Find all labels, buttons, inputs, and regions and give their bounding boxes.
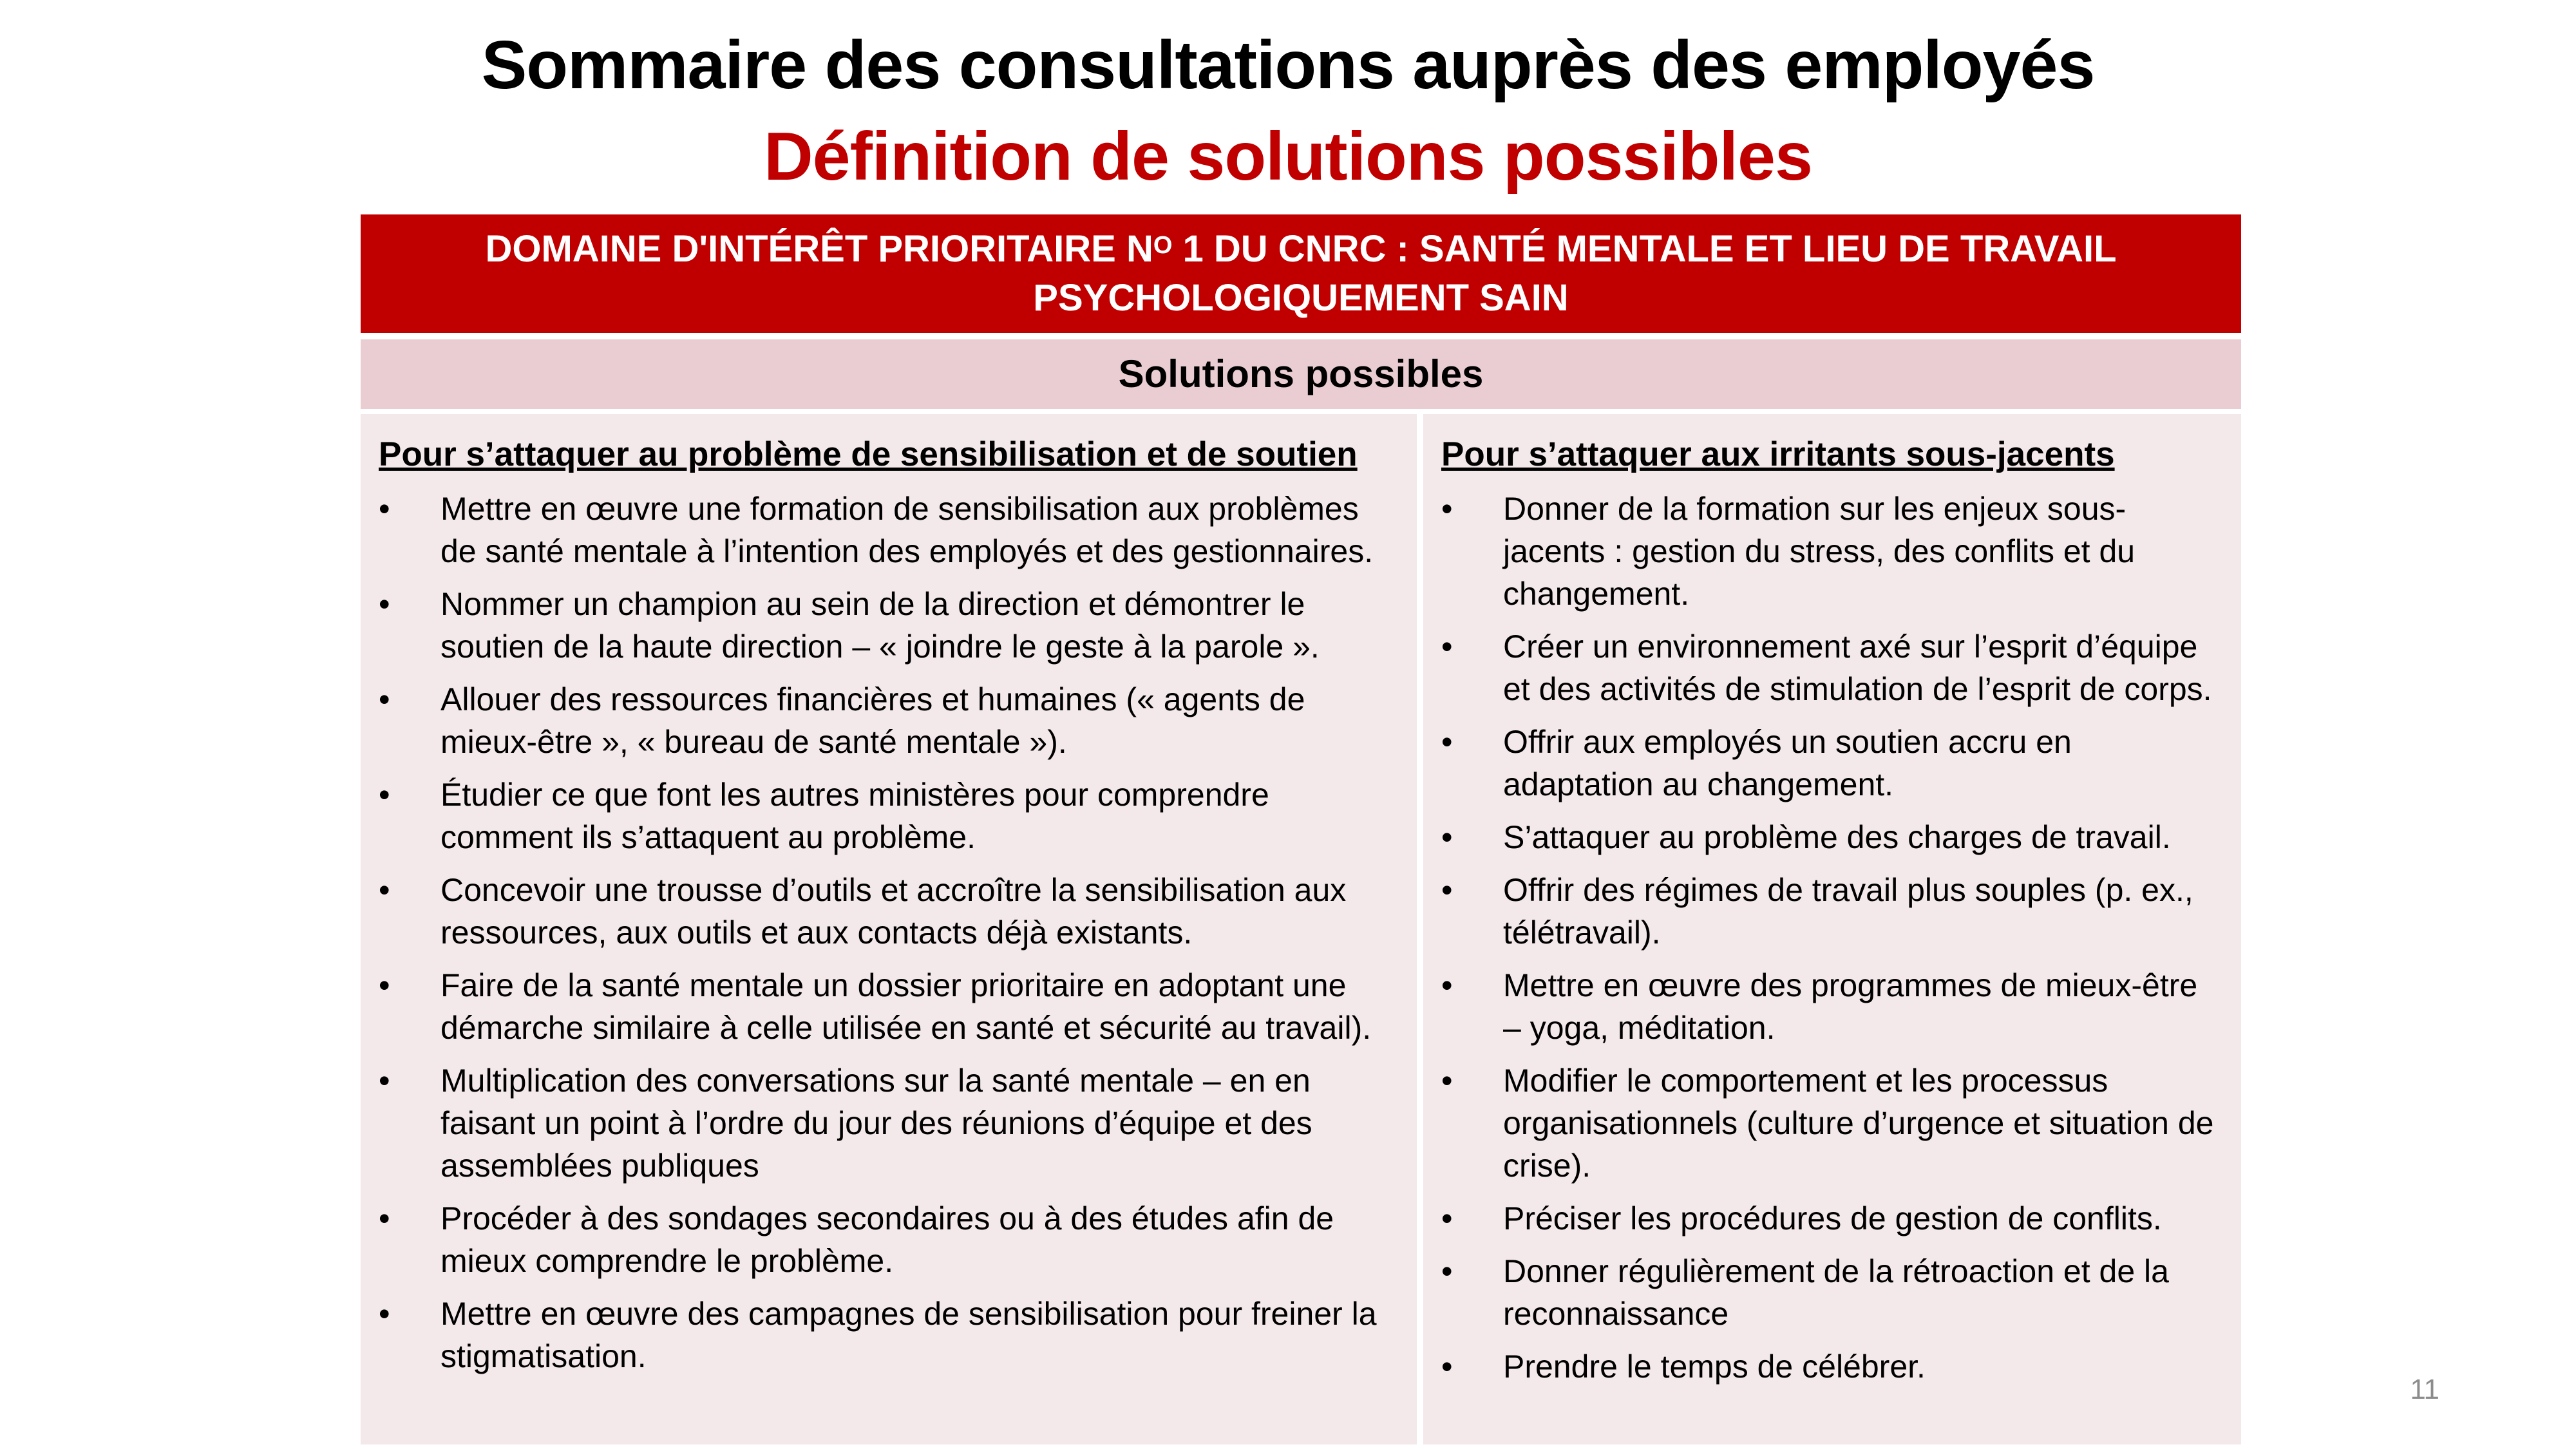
table-header-text-b: 1 DU CNRC : SANTÉ MENTALE ET LIEU DE TRAVAIL: [1172, 228, 2117, 270]
right-item: [1441, 1197, 2223, 1240]
right-item-text: Offrir aux employés un soutien accru en adaptation au changement.: [1503, 724, 2072, 802]
right-item-text: Donner de la formation sur les enjeux sous-jacents : gestion du stress, des conflits et du changement.: [1503, 491, 2136, 612]
left-item: [379, 1293, 1399, 1378]
right-item-text: Offrir des régimes de travail plus souples (p. ex., télétravail).: [1503, 872, 2193, 951]
left-column-cell: [361, 414, 1417, 1444]
bullet-icon: •: [1441, 1063, 1453, 1099]
table-subheader: Solutions possibles: [361, 339, 2241, 409]
left-item-text: Allouer des ressources financières et humaines (« agents de mieux-être », « bureau de santé mentale »).: [440, 681, 1305, 760]
table-header-superscript: O: [1153, 232, 1173, 259]
right-column-heading: Pour s’attaquer aux irritants sous-jacents: [1441, 435, 2115, 473]
bullet-icon: •: [379, 1200, 390, 1236]
slide-subtitle: Définition de solutions possibles: [764, 118, 1812, 194]
left-item: [379, 1197, 1399, 1282]
left-item-text: Mettre en œuvre une formation de sensibilisation aux problèmes de santé mentale à l’intention des employés et des gestionnaires.: [440, 491, 1374, 569]
left-item: [379, 1059, 1399, 1187]
table-header-priority-domain: [361, 214, 2241, 333]
bullet-icon: •: [1441, 1349, 1453, 1385]
right-column-cell: [1423, 414, 2241, 1444]
table-header-text-a: DOMAINE D'INTÉRÊT PRIORITAIRE N: [485, 228, 1153, 270]
right-column-list: [1441, 488, 2223, 1388]
right-item: [1441, 1059, 2223, 1187]
right-item: [1441, 488, 2223, 615]
bullet-icon: •: [1441, 1253, 1453, 1289]
table-header-line2: PSYCHOLOGIQUEMENT SAIN: [1033, 277, 1569, 319]
left-column-heading: Pour s’attaquer au problème de sensibilisation et de soutien: [379, 435, 1358, 473]
bullet-icon: •: [1441, 491, 1453, 527]
right-item-text: Créer un environnement axé sur l’esprit d’équipe et des activités de stimulation de l’esprit de corps.: [1503, 629, 2212, 707]
bullet-icon: •: [379, 872, 390, 908]
left-item-text: Multiplication des conversations sur la santé mentale – en en faisant un point à l’ordre du jour des réunions d’équipe et des assemblées publiques: [440, 1063, 1312, 1184]
bullet-icon: •: [1441, 819, 1453, 855]
bullet-icon: •: [379, 1296, 390, 1332]
solutions-table: [361, 214, 2241, 1446]
right-item: [1441, 721, 2223, 806]
left-item: [379, 488, 1399, 573]
bullet-icon: •: [1441, 629, 1453, 665]
bullet-icon: •: [1441, 967, 1453, 1003]
slide-title: Sommaire des consultations auprès des employés: [481, 27, 2095, 103]
left-item-text: Concevoir une trousse d’outils et accroître la sensibilisation aux ressources, aux outils et aux contacts déjà existants.: [440, 872, 1347, 951]
bullet-icon: •: [379, 681, 390, 717]
bullet-icon: •: [379, 967, 390, 1003]
left-item: [379, 964, 1399, 1049]
right-item-text: Préciser les procédures de gestion de conflits.: [1503, 1200, 2162, 1236]
left-item-text: Procéder à des sondages secondaires ou à des études afin de mieux comprendre le problème.: [440, 1200, 1334, 1279]
bullet-icon: •: [1441, 724, 1453, 760]
right-item-text: Modifier le comportement et les processus organisationnels (culture d’urgence et situation de crise).: [1503, 1063, 2214, 1184]
right-item: [1441, 816, 2223, 858]
right-item-text: Prendre le temps de célébrer.: [1503, 1349, 1926, 1385]
left-item-text: Faire de la santé mentale un dossier prioritaire en adoptant une démarche similaire à celle utilisée en santé et sécurité au travail).: [440, 967, 1372, 1046]
table-header-line1: [361, 225, 2241, 274]
left-item: [379, 583, 1399, 668]
right-item: [1441, 625, 2223, 710]
right-item: [1441, 1250, 2223, 1335]
left-item-text: Étudier ce que font les autres ministères pour comprendre comment ils s’attaquent au problème.: [440, 777, 1269, 855]
page-number: 11: [2410, 1374, 2439, 1405]
right-item: [1441, 869, 2223, 954]
bullet-icon: •: [379, 586, 390, 622]
right-item-text: Donner régulièrement de la rétroaction et de la reconnaissance: [1503, 1253, 2169, 1332]
left-item-text: Nommer un champion au sein de la direction et démontrer le soutien de la haute direction – « joindre le geste à la parole ».: [440, 586, 1320, 665]
left-column-list: [379, 488, 1399, 1378]
right-item: [1441, 1345, 2223, 1388]
bullet-icon: •: [379, 1063, 390, 1099]
bullet-icon: •: [1441, 1200, 1453, 1236]
left-item-text: Mettre en œuvre des campagnes de sensibilisation pour freiner la stigmatisation.: [440, 1296, 1377, 1374]
left-item: [379, 773, 1399, 858]
bullet-icon: •: [379, 491, 390, 527]
left-item: [379, 678, 1399, 763]
right-item: [1441, 964, 2223, 1049]
right-item-text: Mettre en œuvre des programmes de mieux-être – yoga, méditation.: [1503, 967, 2198, 1046]
right-item-text: S’attaquer au problème des charges de travail.: [1503, 819, 2171, 855]
bullet-icon: •: [379, 777, 390, 813]
bullet-icon: •: [1441, 872, 1453, 908]
left-item: [379, 869, 1399, 954]
